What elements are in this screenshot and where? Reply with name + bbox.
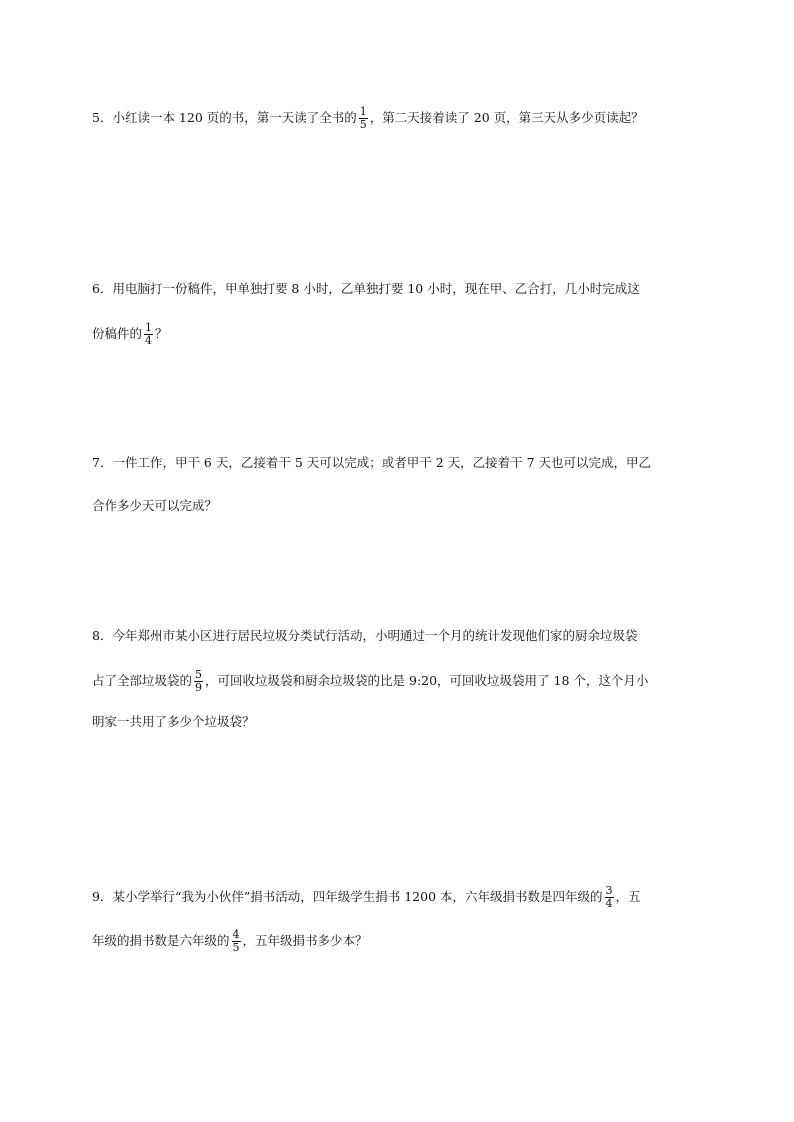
- fraction: $\frac{4}{5}$: [232, 928, 240, 954]
- question-text: 明家一共用了多少个垃圾袋？: [92, 714, 255, 729]
- question-line: [92, 106, 644, 131]
- question-text: 年级的捐书数是六年级的: [92, 933, 230, 948]
- question-line: [92, 626, 637, 646]
- fraction: $\frac{3}{4}$: [605, 884, 613, 910]
- question-line: [92, 885, 641, 910]
- fraction: $\frac{1}{4}$: [145, 321, 153, 347]
- fraction: $\frac{5}{9}$: [195, 668, 203, 694]
- question-line: [92, 669, 648, 694]
- question-line: [92, 279, 640, 299]
- question-text: ，五年级捐书多少本？: [242, 933, 368, 948]
- question-text: ？: [155, 326, 168, 341]
- question-text: 占了全部垃圾袋的: [92, 673, 193, 688]
- question-line: [92, 712, 255, 732]
- question-line: [92, 453, 651, 473]
- question-text: ，可回收垃圾袋和厨余垃圾袋的比是 9:20，可回收垃圾袋用了 18 个，这个月小: [205, 673, 649, 688]
- question-text: 8．今年郑州市某小区进行居民垃圾分类试行活动，小明通过一个月的统计发现他们家的厨余垃圾袋: [92, 628, 638, 643]
- question-text: 5．小红读一本 120 页的书，第一天读了全书的: [92, 110, 357, 125]
- fraction: $\frac{1}{5}$: [359, 105, 367, 131]
- question-text: 6．用电脑打一份稿件，甲单独打要 8 小时，乙单独打要 10 小时，现在甲、乙合打，几小时完成这: [92, 281, 640, 296]
- question-line: [92, 322, 168, 347]
- question-line: [92, 496, 217, 516]
- question-text: 合作多少天可以完成？: [92, 498, 218, 513]
- question-text: ，五: [615, 889, 641, 904]
- question-text: 份稿件的: [92, 326, 143, 341]
- question-line: [92, 929, 368, 954]
- question-text: 9．某小学举行“我为小伙伴”捐书活动，四年级学生捐书 1200 本，六年级捐书数是四年级的: [92, 889, 603, 904]
- question-text: ，第二天接着读了 20 页，第三天从多少页读起？: [369, 110, 644, 125]
- question-text: 7．一件工作，甲干 6 天，乙接着干 5 天可以完成；或者甲干 2 天，乙接着干 7 天也可以完成，甲乙: [92, 455, 652, 470]
